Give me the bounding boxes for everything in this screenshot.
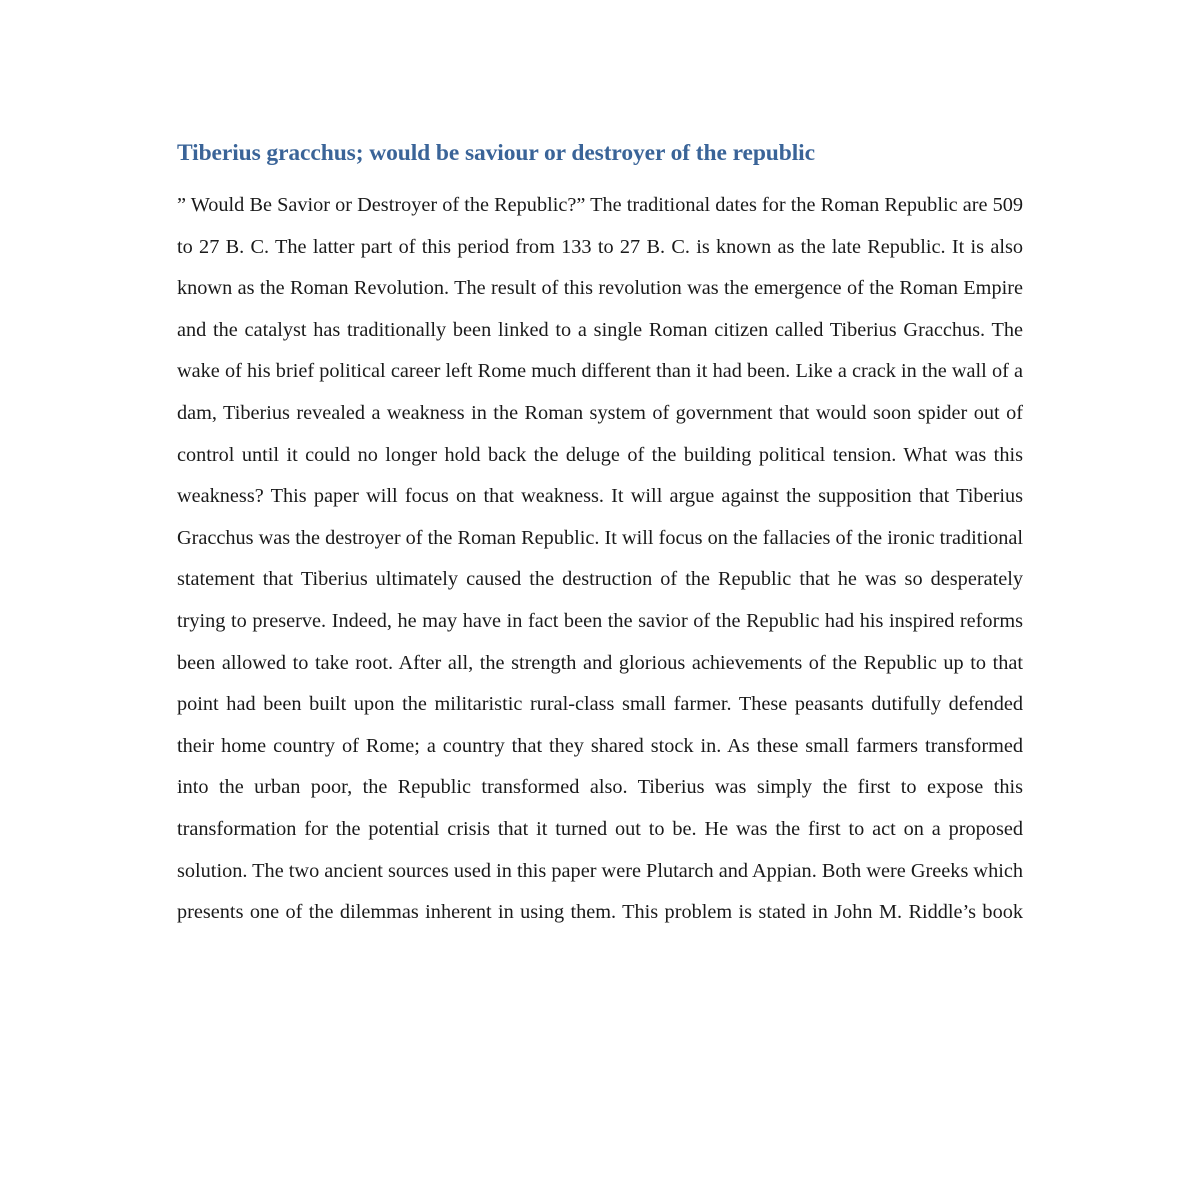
body-paragraph: ” Would Be Savior or Destroyer of the Republic?” The traditional dates for the Roman Republic are 509 to 27 B. C. The latter part of this period from 133 to 27 B. C. is known as the late Republic. It is also known as the Roman Revolution. The result of this revolution was the emergence of the Roman Empire and the catalyst has traditionally been linked to a single Roman citizen called Tiberius Gracchus. The wake of his brief political career left Rome much different than it had been. Like a crack in the wall of a dam, Tiberius revealed a weakness in the Roman system of government that would soon spider out of control until it could no longer hold back the deluge of the building political tension. What was this weakness? This paper will focus on that weakness. It will argue against the supposition that Tiberius Gracchus was the destroyer of the Roman Republic. It will focus on the fallacies of the ironic traditional statement that Tiberius ultimately caused the destruction of the Republic that he was so desperately trying to preserve. Indeed, he may have in fact been the savior of the Republic had his inspired reforms been allowed to take root. After all, the strength and glorious achievements of the Republic up to that point had been built upon the militaristic rural-class small farmer. These peasants dutifully defended their home country of Rome; a country that they shared stock in. As these small farmers transformed into the urban poor, the Republic transformed also. Tiberius was simply the first to expose this transformation for the potential crisis that it turned out to be. He was the first to act on a proposed solution. The two ancient sources used in this paper were Plutarch and Appian. Both were Greeks which presents one of the dilemmas inherent in using them. This problem is stated in John M. Riddle’s book: [177, 194, 1023, 924]
page-title: Tiberius gracchus; would be saviour or destroyer of the republic: [177, 140, 815, 166]
document-content-column: [177, 138, 1023, 975]
